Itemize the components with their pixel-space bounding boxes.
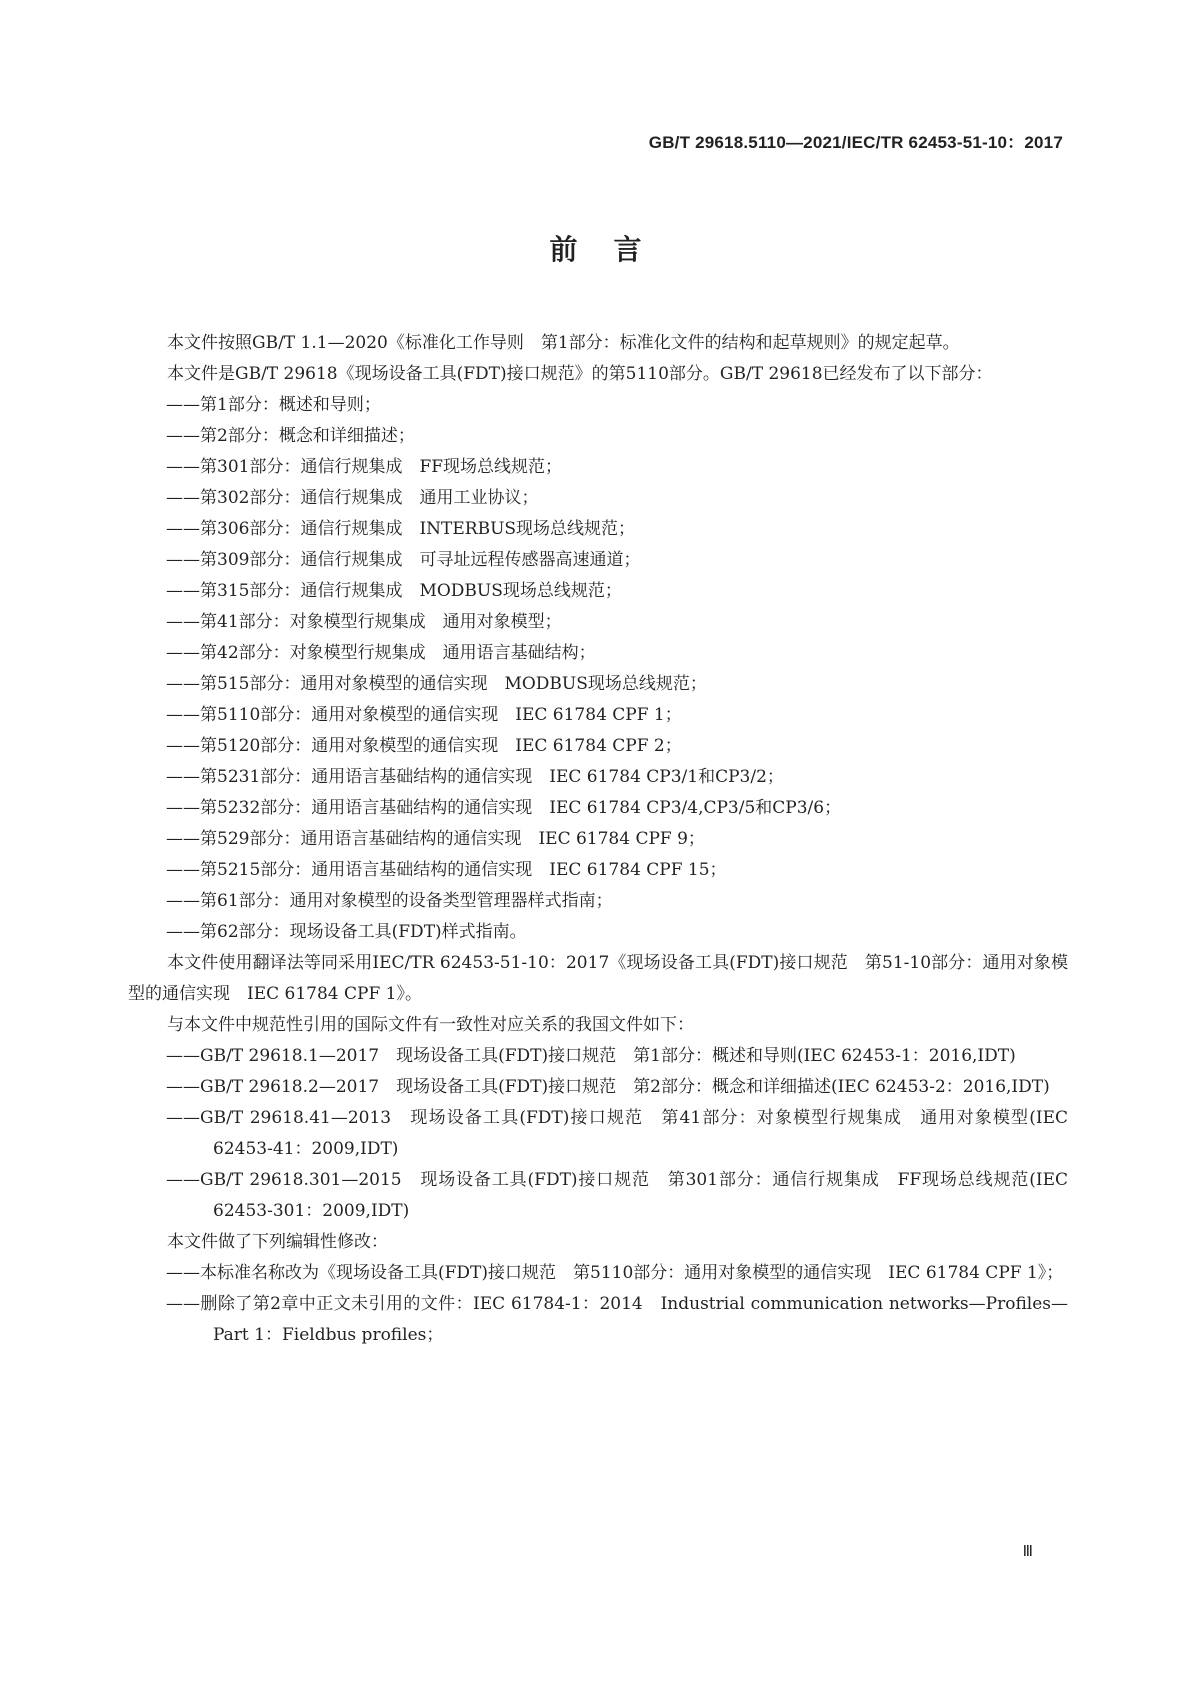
- list-item: ——删除了第2章中正文未引用的文件：IEC 61784-1：2014 Industrial communication networks—Profiles—Part 1：Fieldbus profiles；: [166, 1294, 1068, 1345]
- list-item: ——本标准名称改为《现场设备工具(FDT)接口规范 第5110部分：通用对象模型的通信实现 IEC 61784 CPF 1》；: [166, 1263, 1064, 1283]
- parts-list: [128, 390, 1068, 948]
- document-body: [128, 328, 1068, 1351]
- list-item: ——第5110部分：通用对象模型的通信实现 IEC 61784 CPF 1；: [166, 705, 682, 725]
- list-item: ——第301部分：通信行规集成 FF现场总线规范；: [166, 457, 563, 477]
- intro-paragraph: 本文件按照GB/T 1.1—2020《标准化工作导则 第1部分：标准化文件的结构和起草规则》的规定起草。: [167, 333, 960, 353]
- list-item: ——第61部分：通用对象模型的设备类型管理器样式指南；: [166, 891, 613, 911]
- list-item: ——第42部分：对象模型行规集成 通用语言基础结构；: [166, 643, 596, 663]
- edits-intro: 本文件做了下列编辑性修改：: [167, 1232, 388, 1252]
- list-item: ——第315部分：通信行规集成 MODBUS现场总线规范；: [166, 581, 622, 601]
- edits-list: [128, 1258, 1068, 1351]
- page-title: 前言: [549, 233, 678, 266]
- list-item: ——第529部分：通用语言基础结构的通信实现 IEC 61784 CPF 9；: [166, 829, 705, 849]
- list-item: ——第309部分：通信行规集成 可寻址远程传感器高速通道；: [166, 550, 641, 570]
- intro-paragraph: 本文件是GB/T 29618《现场设备工具(FDT)接口规范》的第5110部分。GB/T 29618已经发布了以下部分：: [167, 364, 993, 384]
- list-item: ——第5232部分：通用语言基础结构的通信实现 IEC 61784 CP3/4,CP3/5和CP3/6；: [166, 798, 842, 818]
- list-item: ——GB/T 29618.2—2017 现场设备工具(FDT)接口规范 第2部分：概念和详细描述(IEC 62453-2：2016,IDT): [166, 1077, 1050, 1097]
- list-item: ——第5215部分：通用语言基础结构的通信实现 IEC 61784 CPF 15；: [166, 860, 727, 880]
- references-list: [128, 1041, 1068, 1227]
- list-item: ——GB/T 29618.301—2015 现场设备工具(FDT)接口规范 第301部分：通信行规集成 FF现场总线规范(IEC 62453-301：2009,IDT): [166, 1170, 1068, 1221]
- standard-code-header: GB/T 29618.5110—2021/IEC/TR 62453-51-10：2017: [648, 133, 1063, 152]
- list-item: ——第306部分：通信行规集成 INTERBUS现场总线规范；: [166, 519, 636, 539]
- list-item: ——第62部分：现场设备工具(FDT)样式指南。: [166, 922, 527, 942]
- list-item: ——第302部分：通信行规集成 通用工业协议；: [166, 488, 539, 508]
- list-item: ——第2部分：概念和详细描述；: [166, 426, 415, 446]
- list-item: ——第41部分：对象模型行规集成 通用对象模型；: [166, 612, 562, 632]
- references-intro: 与本文件中规范性引用的国际文件有一致性对应关系的我国文件如下：: [167, 1015, 694, 1035]
- page-number: Ⅲ: [1022, 1544, 1033, 1560]
- list-item: ——第1部分：概述和导则；: [166, 395, 381, 415]
- list-item: ——第515部分：通用对象模型的通信实现 MODBUS现场总线规范；: [166, 674, 707, 694]
- list-item: ——GB/T 29618.41—2013 现场设备工具(FDT)接口规范 第41部分：对象模型行规集成 通用对象模型(IEC 62453-41：2009,IDT): [166, 1108, 1068, 1159]
- list-item: ——第5231部分：通用语言基础结构的通信实现 IEC 61784 CP3/1和CP3/2；: [166, 767, 784, 787]
- list-item: ——第5120部分：通用对象模型的通信实现 IEC 61784 CPF 2；: [166, 736, 682, 756]
- adoption-paragraph: 本文件使用翻译法等同采用IEC/TR 62453-51-10：2017《现场设备工具(FDT)接口规范 第51-10部分：通用对象模型的通信实现 IEC 61784 CPF 1》。: [128, 953, 1068, 1004]
- list-item: ——GB/T 29618.1—2017 现场设备工具(FDT)接口规范 第1部分：概述和导则(IEC 62453-1：2016,IDT): [166, 1046, 1016, 1066]
